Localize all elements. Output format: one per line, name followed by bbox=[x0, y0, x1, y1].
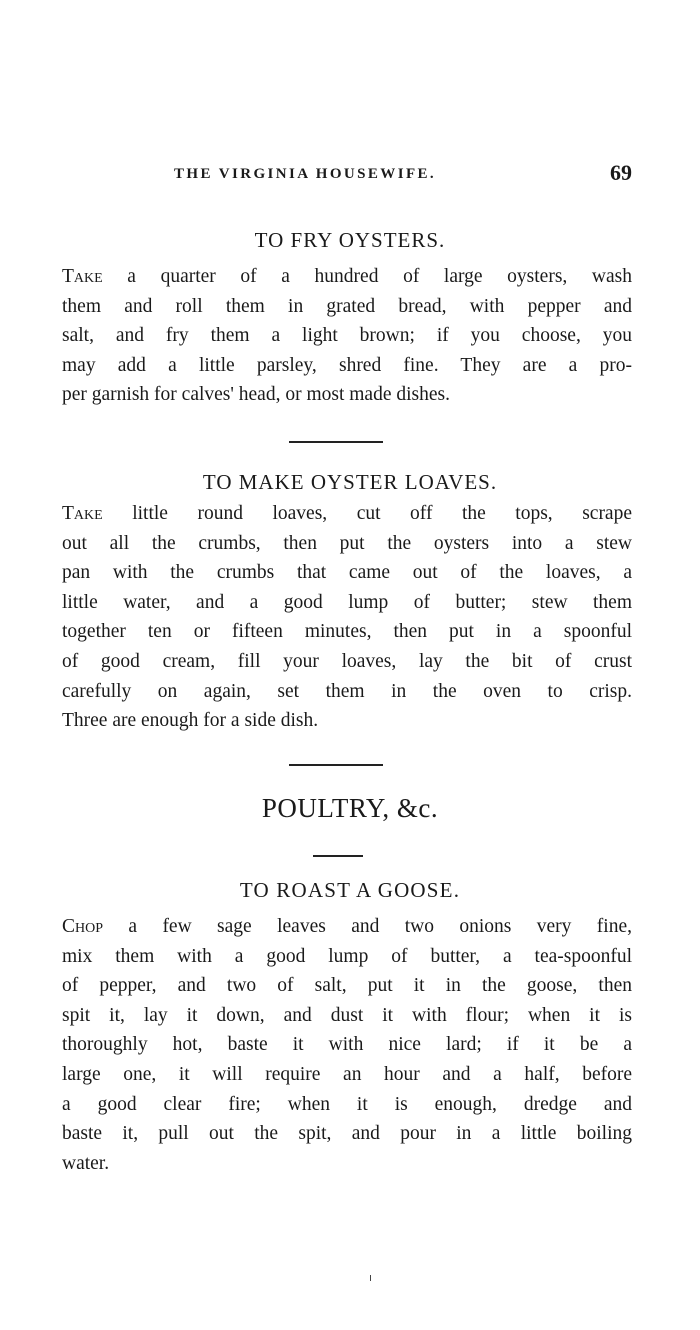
text-line: thoroughly hot, baste it with nice lard; if it be a bbox=[62, 1034, 632, 1056]
running-head bbox=[62, 160, 634, 190]
recipe-body-oyster-loaves bbox=[62, 499, 632, 736]
lead-word: Take bbox=[62, 503, 103, 524]
line-text: little round loaves, cut off the tops, scrape bbox=[102, 503, 632, 524]
text-line: of pepper, and two of salt, put it in the goose, then bbox=[62, 975, 632, 997]
text-line bbox=[62, 912, 632, 942]
text-line bbox=[62, 499, 632, 529]
line-text: a few sage leaves and two onions very fine, bbox=[103, 916, 632, 937]
print-speck bbox=[370, 1275, 371, 1281]
section-divider bbox=[289, 764, 383, 766]
chapter-divider bbox=[313, 855, 363, 857]
text-line: spit it, lay it down, and dust it with flour; when it is bbox=[62, 1004, 632, 1026]
text-line: together ten or fifteen minutes, then put in a spoonful bbox=[62, 621, 632, 643]
recipe-body-fry-oysters bbox=[62, 262, 632, 410]
text-line: little water, and a good lump of butter; stew them bbox=[62, 591, 632, 613]
recipe-body-roast-goose bbox=[62, 912, 632, 1178]
page-number: 69 bbox=[610, 160, 632, 185]
text-line: large one, it will require an hour and a half, before bbox=[62, 1063, 632, 1085]
text-line: may add a little parsley, shred fine. They are a pro- bbox=[62, 354, 632, 376]
lead-word: Take bbox=[62, 266, 103, 287]
text-line: pan with the crumbs that came out of the loaves, a bbox=[62, 562, 632, 584]
text-line: of good cream, fill your loaves, lay the bit of crust bbox=[62, 650, 632, 672]
text-line: per garnish for calves' head, or most made dishes. bbox=[62, 384, 450, 406]
chapter-heading-poultry: POULTRY, &c. bbox=[261, 793, 439, 823]
text-line: water. bbox=[62, 1152, 110, 1174]
text-line: salt, and fry them a light brown; if you choose, you bbox=[62, 325, 632, 347]
running-title: THE VIRGINIA HOUSEWIFE. bbox=[174, 166, 437, 182]
text-line: out all the crumbs, then put the oysters into a stew bbox=[62, 532, 632, 554]
text-line: Three are enough for a side dish. bbox=[62, 710, 319, 732]
recipe-heading-fry-oysters: TO FRY OYSTERS. bbox=[254, 228, 446, 252]
text-line: them and roll them in grated bread, with pepper and bbox=[62, 295, 632, 317]
text-line: a good clear fire; when it is enough, dredge and bbox=[62, 1093, 632, 1115]
section-divider bbox=[289, 441, 383, 443]
recipe-heading-oyster-loaves: TO MAKE OYSTER LOAVES. bbox=[202, 470, 498, 494]
lead-word: Chop bbox=[62, 916, 104, 937]
text-line: baste it, pull out the spit, and pour in a little boiling bbox=[62, 1123, 632, 1145]
recipe-heading-roast-goose: TO ROAST A GOOSE. bbox=[239, 878, 461, 902]
line-text: a quarter of a hundred of large oysters, wash bbox=[102, 266, 632, 287]
text-line: mix them with a good lump of butter, a tea-spoonful bbox=[62, 945, 632, 967]
text-line bbox=[62, 262, 632, 292]
text-line: carefully on again, set them in the oven to crisp. bbox=[62, 680, 632, 702]
